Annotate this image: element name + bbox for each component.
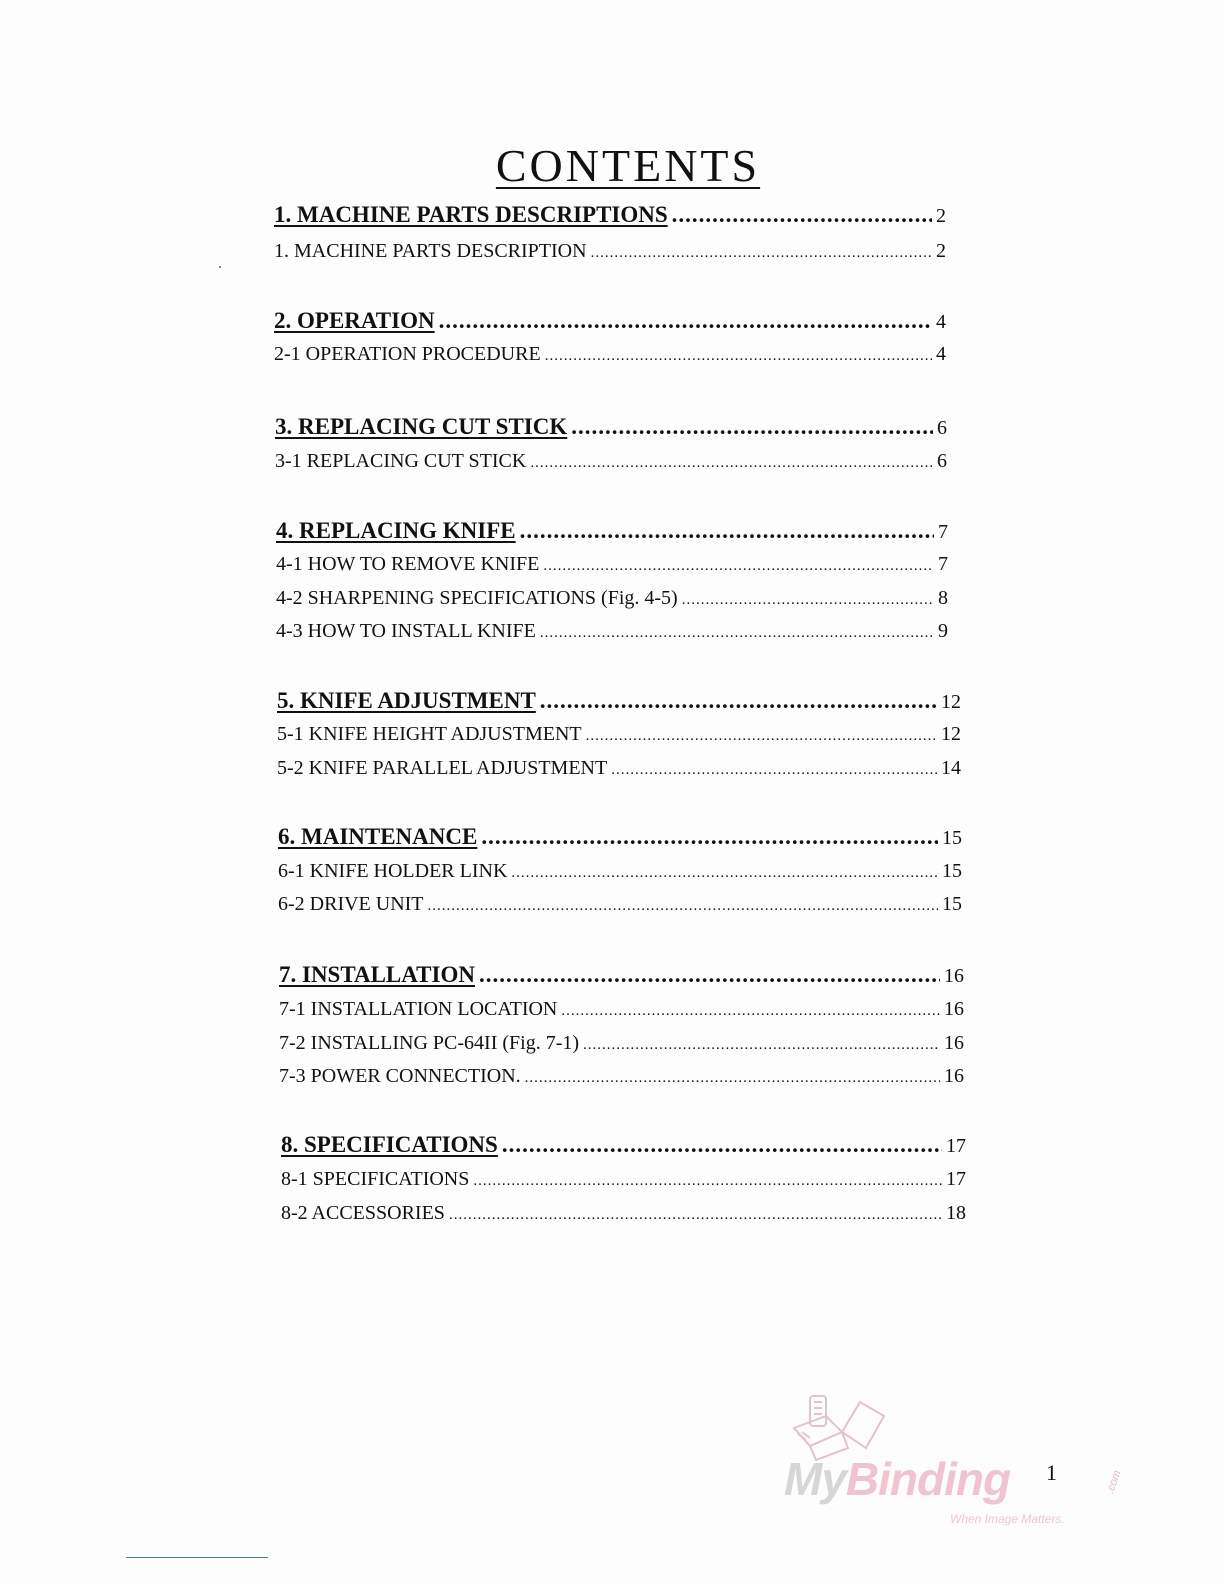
toc-entry-label: 4-1 HOW TO REMOVE KNIFE <box>276 553 540 575</box>
toc-section-8[interactable] <box>281 1132 966 1162</box>
toc-leader-dots <box>530 455 933 472</box>
toc-entry-5-2[interactable] <box>277 757 961 787</box>
toc-entry-4-1[interactable] <box>276 553 948 583</box>
toc-entry-label: 3-1 REPLACING CUT STICK <box>275 450 527 472</box>
toc-page-number: 16 <box>944 1032 964 1054</box>
toc-page-number: 16 <box>944 1065 964 1087</box>
toc-entry-label: 4-3 HOW TO INSTALL KNIFE <box>276 620 536 642</box>
toc-page-number: 4 <box>936 343 946 365</box>
toc-leader-dots <box>586 728 937 745</box>
toc-leader-dots <box>540 625 934 642</box>
toc-page-number: 18 <box>946 1202 966 1224</box>
toc-page-number: 15 <box>942 860 962 882</box>
toc-entry-3-1[interactable] <box>275 450 947 480</box>
scan-speck <box>219 266 221 268</box>
page-number: 1 <box>1046 1460 1057 1485</box>
toc-section-6[interactable] <box>278 824 962 854</box>
toc-section-4[interactable] <box>276 518 948 548</box>
toc-page-number: 15 <box>942 827 962 849</box>
toc-page-number: 7 <box>938 521 948 543</box>
toc-leader-dots <box>511 865 938 882</box>
toc-entry-label: 6-2 DRIVE UNIT <box>278 893 424 915</box>
toc-leader-dots <box>672 202 932 228</box>
toc-leader-dots <box>428 898 938 915</box>
toc-page-number: 17 <box>946 1135 966 1157</box>
toc-entry-6-2[interactable] <box>278 893 962 923</box>
toc-page-number: 4 <box>936 311 946 333</box>
toc-section-label: 5. KNIFE ADJUSTMENT <box>277 688 536 713</box>
page-title-text: CONTENTS <box>495 139 761 191</box>
toc-section-label: 4. REPLACING KNIFE <box>276 518 516 543</box>
toc-entry-label: 5-1 KNIFE HEIGHT ADJUSTMENT <box>277 723 582 745</box>
toc-page-number: 12 <box>941 691 961 713</box>
toc-entry-5-1[interactable] <box>277 723 961 753</box>
watermark-brand <box>784 1452 1010 1506</box>
toc-leader-dots <box>439 308 932 334</box>
toc-leader-dots <box>591 245 932 262</box>
toc-entry-label: 1. MACHINE PARTS DESCRIPTION <box>274 240 587 262</box>
toc-page-number: 7 <box>938 553 948 575</box>
watermark-brand-binding: Binding <box>845 1453 1011 1505</box>
toc-leader-dots <box>540 688 937 714</box>
toc-page-number: 6 <box>937 417 947 439</box>
toc-section-2[interactable] <box>274 308 946 338</box>
toc-leader-dots <box>571 414 933 440</box>
toc-page-number: 8 <box>938 587 948 609</box>
watermark-com: .com <box>1104 1468 1124 1496</box>
toc-leader-dots <box>611 762 937 779</box>
toc-entry-label: 6-1 KNIFE HOLDER LINK <box>278 860 508 882</box>
toc-section-label: 1. MACHINE PARTS DESCRIPTIONS <box>274 202 668 227</box>
toc-page-number: 15 <box>942 893 962 915</box>
toc-entry-label: 8-2 ACCESSORIES <box>281 1202 445 1224</box>
toc-leader-dots <box>520 518 934 544</box>
toc-entry-7-2[interactable] <box>279 1032 964 1062</box>
toc-section-3[interactable] <box>275 414 947 444</box>
toc-entry-2-1[interactable] <box>274 343 946 373</box>
watermark-brand-my: My <box>784 1453 846 1505</box>
toc-entry-label: 7-1 INSTALLATION LOCATION <box>279 998 558 1020</box>
toc-page-number: 16 <box>944 965 964 987</box>
toc-section-label: 2. OPERATION <box>274 308 435 333</box>
toc-entry-label: 7-2 INSTALLING PC-64II (Fig. 7-1) <box>279 1032 580 1054</box>
toc-leader-dots <box>543 558 934 575</box>
toc-leader-dots <box>473 1173 942 1190</box>
toc-entry-7-1[interactable] <box>279 998 964 1028</box>
toc-section-1[interactable] <box>274 202 946 232</box>
toc-section-label: 8. SPECIFICATIONS <box>281 1132 498 1157</box>
watermark <box>784 1388 1124 1538</box>
toc-leader-dots <box>479 962 940 988</box>
toc-entry-label: 7-3 POWER CONNECTION. <box>279 1065 521 1087</box>
toc-entry-label: 2-1 OPERATION PROCEDURE <box>274 343 541 365</box>
toc-page-number: 14 <box>941 757 961 779</box>
toc-leader-dots <box>561 1003 940 1020</box>
bottom-link-underline <box>126 1557 268 1558</box>
toc-leader-dots <box>525 1070 940 1087</box>
toc-leader-dots <box>449 1207 942 1224</box>
toc-section-label: 3. REPLACING CUT STICK <box>275 414 568 439</box>
toc-entry-8-1[interactable] <box>281 1168 966 1198</box>
toc-entry-label: 4-2 SHARPENING SPECIFICATIONS (Fig. 4-5) <box>276 587 678 609</box>
toc-entry-6-1[interactable] <box>278 860 962 890</box>
toc-section-label: 7. INSTALLATION <box>279 962 475 987</box>
toc-leader-dots <box>682 592 934 609</box>
toc-entry-4-2[interactable] <box>276 587 948 617</box>
toc-section-label: 6. MAINTENANCE <box>278 824 478 849</box>
toc-page-number: 6 <box>937 450 947 472</box>
toc-section-7[interactable] <box>279 962 964 992</box>
toc-section-5[interactable] <box>277 688 961 718</box>
toc-leader-dots <box>583 1037 940 1054</box>
toc-page-number: 16 <box>944 998 964 1020</box>
toc-page-number: 2 <box>936 205 946 227</box>
toc-page-number: 2 <box>936 240 946 262</box>
toc-leader-dots <box>502 1132 942 1158</box>
toc-entry-1-1[interactable] <box>274 240 946 270</box>
toc-leader-dots <box>481 824 938 850</box>
toc-entry-8-2[interactable] <box>281 1202 966 1232</box>
toc-entry-label: 8-1 SPECIFICATIONS <box>281 1168 470 1190</box>
toc-entry-4-3[interactable] <box>276 620 948 650</box>
toc-page-number: 9 <box>938 620 948 642</box>
toc-entry-label: 5-2 KNIFE PARALLEL ADJUSTMENT <box>277 757 608 779</box>
toc-entry-7-3[interactable] <box>279 1065 964 1095</box>
toc-page-number: 12 <box>941 723 961 745</box>
watermark-tagline: When Image Matters. <box>950 1512 1065 1526</box>
toc-page-number: 17 <box>946 1168 966 1190</box>
toc-leader-dots <box>545 348 932 365</box>
